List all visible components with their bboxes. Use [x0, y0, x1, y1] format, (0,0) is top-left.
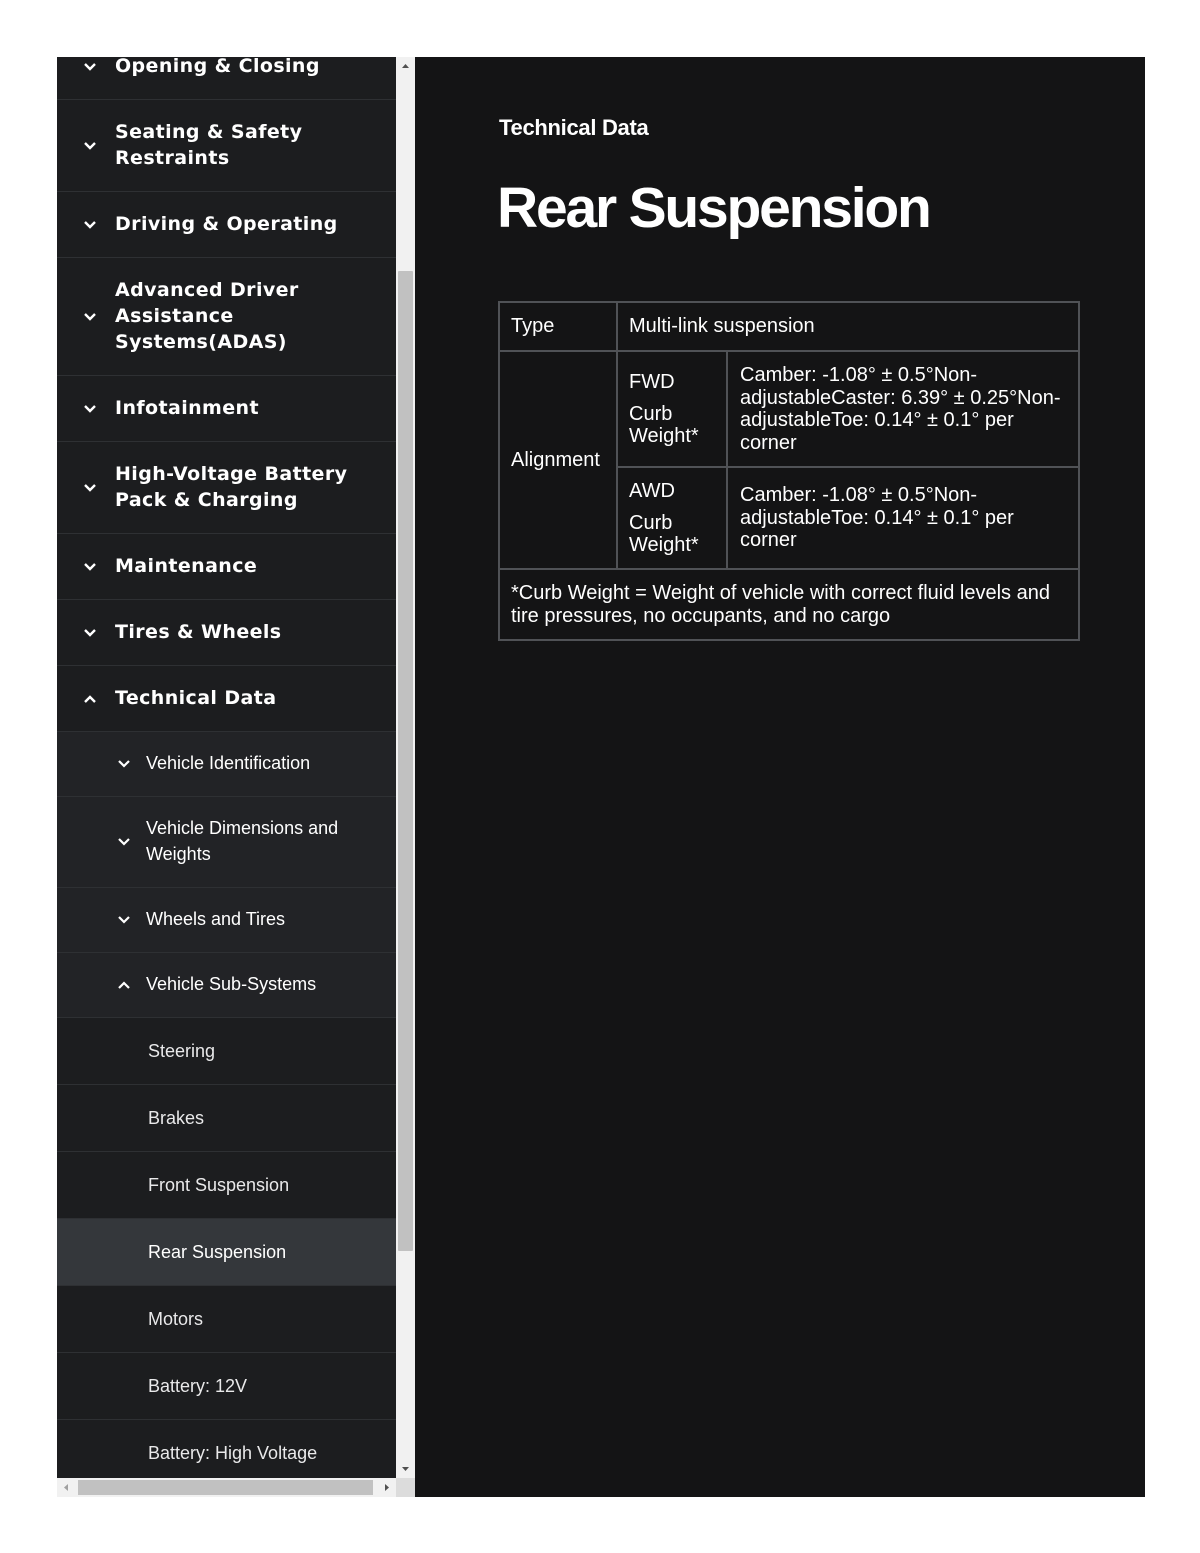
nav-item-label: Tires & Wheels [115, 621, 282, 643]
nav-link-label: Motors [148, 1309, 204, 1329]
nav-subitem-dimensions-weights[interactable] [57, 797, 396, 888]
nav-subitem-label: Wheels and Tires [146, 909, 286, 929]
chevron-down-icon [83, 220, 97, 230]
chevron-down-icon [83, 483, 97, 493]
nav-item-label: Advanced Driver Assistance Systems(ADAS) [115, 279, 299, 353]
nav-link-front-suspension[interactable] [57, 1152, 396, 1219]
page-title: Rear Suspension [497, 176, 930, 240]
nav-subitem-vehicle-subsystems[interactable] [57, 953, 396, 1018]
scrollbar-thumb[interactable] [78, 1480, 373, 1495]
scrollbar-thumb[interactable] [398, 271, 413, 1251]
nav-item-adas[interactable] [57, 258, 396, 376]
nav-item-label: Technical Data [115, 687, 277, 709]
nav-item-label: Driving & Operating [115, 213, 338, 235]
table-cell-spec: Camber: -1.08° ± 0.5°Non-adjustableCaster: 6.39° ± 0.25°Non-adjustableToe: 0.14° ± 0.1° per corner [727, 351, 1079, 467]
sidebar-horizontal-scrollbar[interactable] [57, 1478, 396, 1497]
nav-item-hv-battery[interactable] [57, 442, 396, 534]
chevron-down-icon [117, 759, 131, 769]
nav-item-label: Seating & Safety Restraints [115, 121, 303, 169]
variant-name: FWD [629, 371, 675, 393]
nav-item-tires-wheels[interactable] [57, 600, 396, 666]
table-cell-spec: Camber: -1.08° ± 0.5°Non-adjustableToe: 0.14° ± 0.1° per corner [727, 467, 1079, 569]
chevron-down-icon [117, 837, 131, 847]
nav-item-seating-safety[interactable] [57, 100, 396, 192]
breadcrumb[interactable]: Technical Data [499, 115, 649, 140]
nav-link-label: Battery: High Voltage [148, 1443, 318, 1463]
table-cell-type-label: Type [499, 302, 617, 351]
scroll-up-arrow-icon[interactable] [396, 57, 415, 76]
chevron-up-icon [117, 980, 131, 990]
nav-list [57, 57, 396, 1478]
chevron-down-icon [83, 562, 97, 572]
nav-item-label: Opening & Closing [115, 57, 320, 77]
chevron-up-icon [83, 694, 97, 704]
nav-subitem-wheels-tires[interactable] [57, 888, 396, 953]
nav-item-technical-data[interactable] [57, 666, 396, 732]
variant-weight-note: Curb Weight* [629, 512, 699, 556]
scroll-left-arrow-icon[interactable] [57, 1478, 76, 1497]
nav-item-opening-closing[interactable] [57, 57, 396, 100]
scrollbar-corner [396, 1478, 415, 1497]
sidebar-vertical-scrollbar[interactable] [396, 57, 415, 1478]
table-cell-alignment-label: Alignment [499, 351, 617, 569]
nav-link-label: Battery: 12V [148, 1376, 248, 1396]
nav-link-battery-high-voltage[interactable] [57, 1420, 396, 1478]
content-area [415, 57, 1145, 1497]
sidebar-nav [57, 57, 396, 1478]
nav-link-label: Brakes [148, 1108, 205, 1128]
table-cell-type-value: Multi-link suspension [617, 302, 1079, 351]
chevron-down-icon [83, 62, 97, 72]
nav-link-battery-12v[interactable] [57, 1353, 396, 1420]
nav-item-infotainment[interactable] [57, 376, 396, 442]
nav-item-label: Infotainment [115, 397, 259, 419]
chevron-down-icon [83, 404, 97, 414]
nav-item-driving-operating[interactable] [57, 192, 396, 258]
chevron-down-icon [83, 141, 97, 151]
nav-subitem-label: Vehicle Dimensions and Weights [146, 818, 339, 864]
nav-link-steering[interactable] [57, 1018, 396, 1085]
chevron-down-icon [117, 915, 131, 925]
variant-name: AWD [629, 480, 675, 502]
nav-link-label: Front Suspension [148, 1175, 290, 1195]
nav-link-motors[interactable] [57, 1286, 396, 1353]
variant-weight-note: Curb Weight* [629, 403, 699, 447]
nav-link-label: Steering [148, 1041, 216, 1061]
spec-table [498, 301, 1080, 641]
nav-link-brakes[interactable] [57, 1085, 396, 1152]
nav-subitem-vehicle-identification[interactable] [57, 732, 396, 797]
table-cell-variant [617, 351, 727, 467]
table-row [499, 569, 1079, 640]
nav-subitem-label: Vehicle Sub-Systems [146, 974, 317, 994]
table-cell-variant [617, 467, 727, 569]
scroll-right-arrow-icon[interactable] [377, 1478, 396, 1497]
chevron-down-icon [83, 628, 97, 638]
nav-link-rear-suspension[interactable] [57, 1219, 396, 1286]
nav-subitem-label: Vehicle Identification [146, 753, 311, 773]
nav-item-label: High-Voltage Battery Pack & Charging [115, 463, 348, 511]
table-row [499, 302, 1079, 351]
table-footnote: *Curb Weight = Weight of vehicle with correct fluid levels and tire pressures, no occupants, and no cargo [499, 569, 1079, 640]
table-row [499, 351, 1079, 467]
scroll-down-arrow-icon[interactable] [396, 1459, 415, 1478]
nav-item-maintenance[interactable] [57, 534, 396, 600]
chevron-down-icon [83, 312, 97, 322]
nav-link-label: Rear Suspension [148, 1242, 287, 1262]
nav-item-label: Maintenance [115, 555, 258, 577]
